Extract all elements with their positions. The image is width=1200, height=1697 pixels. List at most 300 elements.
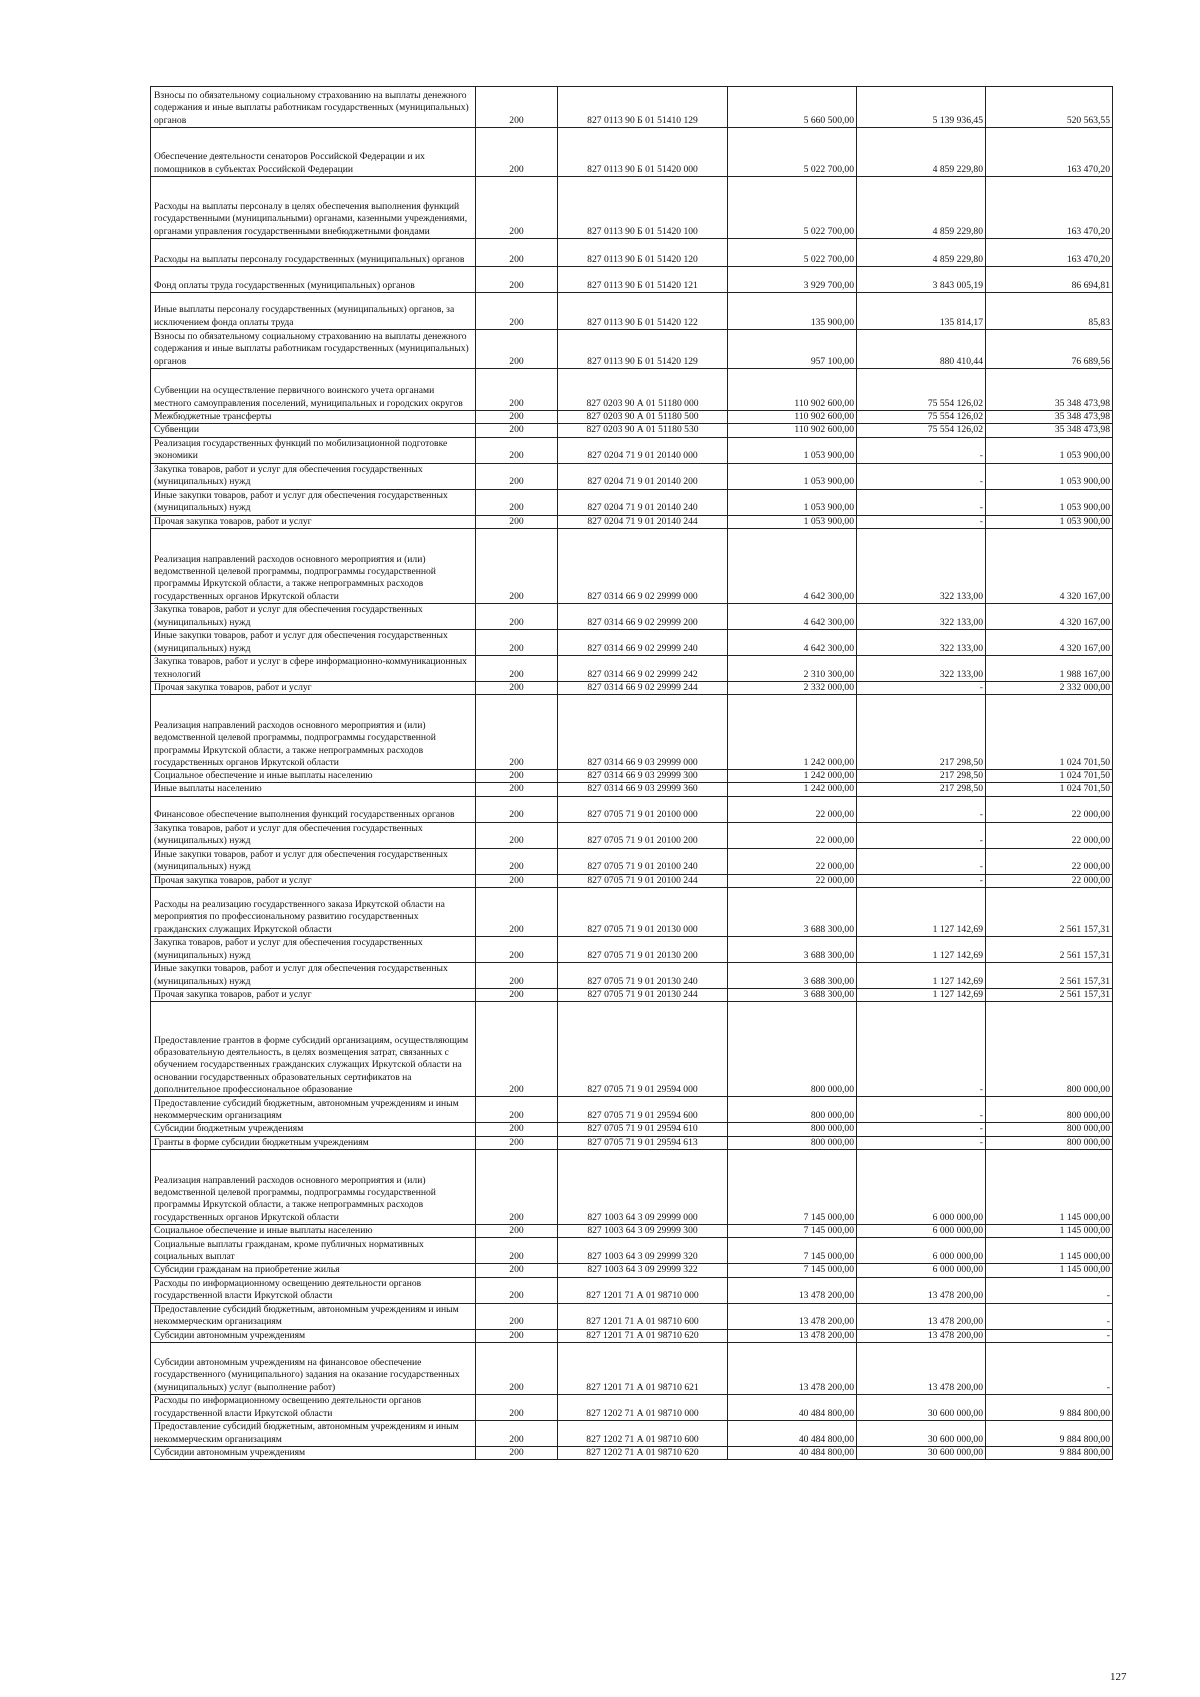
row-executed-amount: 322 133,00 xyxy=(857,603,986,629)
row-section-code: 200 xyxy=(476,1446,558,1459)
row-budget-code: 827 0113 90 Б 01 51420 122 xyxy=(558,293,728,330)
row-description: Закупка товаров, работ и услуг для обеспечения государственных (муниципальных) нужд xyxy=(151,822,476,848)
row-approved-amount: 1 053 900,00 xyxy=(728,463,857,489)
row-description: Иные закупки товаров, работ и услуг для обеспечения государственных (муниципальных) нужд xyxy=(151,963,476,989)
row-approved-amount: 40 484 800,00 xyxy=(728,1420,857,1446)
table-row xyxy=(151,1238,1113,1264)
row-budget-code: 827 0705 71 9 01 29594 610 xyxy=(558,1123,728,1136)
row-approved-amount: 7 145 000,00 xyxy=(728,1224,857,1237)
row-budget-code: 827 0705 71 9 01 20130 000 xyxy=(558,888,728,937)
row-section-code: 200 xyxy=(476,424,558,437)
row-executed-amount: 880 410,44 xyxy=(857,330,986,369)
row-section-code: 200 xyxy=(476,681,558,694)
table-row xyxy=(151,783,1113,796)
row-executed-amount: 75 554 126,02 xyxy=(857,411,986,424)
row-approved-amount: 135 900,00 xyxy=(728,293,857,330)
row-executed-amount: 30 600 000,00 xyxy=(857,1446,986,1459)
row-description: Взносы по обязательному социальному страхованию на выплаты денежного содержания и иные выплаты работникам государственных (муниципальных) органов xyxy=(151,87,476,128)
row-approved-amount: 4 642 300,00 xyxy=(728,528,857,603)
row-executed-amount: 4 859 229,80 xyxy=(857,239,986,267)
row-description: Социальные выплаты гражданам, кроме публичных нормативных социальных выплат xyxy=(151,1238,476,1264)
row-description: Гранты в форме субсидии бюджетным учреждениям xyxy=(151,1136,476,1149)
row-budget-code: 827 0314 66 9 02 29999 240 xyxy=(558,629,728,655)
table-row xyxy=(151,695,1113,770)
row-executed-amount: 13 478 200,00 xyxy=(857,1277,986,1303)
row-budget-code: 827 0113 90 Б 01 51420 120 xyxy=(558,239,728,267)
row-approved-amount: 957 100,00 xyxy=(728,330,857,369)
table-row xyxy=(151,937,1113,963)
row-section-code: 200 xyxy=(476,515,558,528)
table-row xyxy=(151,267,1113,293)
row-executed-amount: - xyxy=(857,822,986,848)
row-section-code: 200 xyxy=(476,629,558,655)
row-section-code: 200 xyxy=(476,822,558,848)
row-description: Расходы на реализацию государственного заказа Иркутской области на мероприятия по профессиональному развитию государственных гражданских служащих Иркутской области xyxy=(151,888,476,937)
row-remaining-amount: 1 053 900,00 xyxy=(986,489,1113,515)
row-description: Расходы по информационному освещению деятельности органов государственной власти Иркутской области xyxy=(151,1277,476,1303)
row-executed-amount: 1 127 142,69 xyxy=(857,937,986,963)
row-remaining-amount: 1 053 900,00 xyxy=(986,515,1113,528)
row-budget-code: 827 0113 90 Б 01 51410 129 xyxy=(558,87,728,128)
row-approved-amount: 3 688 300,00 xyxy=(728,963,857,989)
row-section-code: 200 xyxy=(476,87,558,128)
row-budget-code: 827 0314 66 9 02 29999 000 xyxy=(558,528,728,603)
table-row xyxy=(151,1342,1113,1394)
row-budget-code: 827 1003 64 3 09 29999 000 xyxy=(558,1149,728,1224)
row-budget-code: 827 1003 64 3 09 29999 300 xyxy=(558,1224,728,1237)
row-executed-amount: 1 127 142,69 xyxy=(857,989,986,1002)
row-description: Закупка товаров, работ и услуг для обеспечения государственных (муниципальных) нужд xyxy=(151,603,476,629)
row-approved-amount: 22 000,00 xyxy=(728,796,857,822)
row-section-code: 200 xyxy=(476,1420,558,1446)
row-executed-amount: 13 478 200,00 xyxy=(857,1329,986,1342)
table-row xyxy=(151,293,1113,330)
table-row xyxy=(151,1446,1113,1459)
row-executed-amount: - xyxy=(857,1002,986,1097)
row-section-code: 200 xyxy=(476,603,558,629)
expenditure-table-body xyxy=(151,87,1113,1460)
row-remaining-amount: 800 000,00 xyxy=(986,1097,1113,1123)
row-description: Субсидии автономным учреждениям xyxy=(151,1446,476,1459)
row-remaining-amount: 1 024 701,50 xyxy=(986,783,1113,796)
row-description: Закупка товаров, работ и услуг для обеспечения государственных (муниципальных) нужд xyxy=(151,463,476,489)
table-row xyxy=(151,515,1113,528)
row-remaining-amount: 1 145 000,00 xyxy=(986,1224,1113,1237)
row-approved-amount: 13 478 200,00 xyxy=(728,1329,857,1342)
row-description: Субсидии автономным учреждениям xyxy=(151,1329,476,1342)
row-section-code: 200 xyxy=(476,1224,558,1237)
row-description: Субсидии автономным учреждениям на финансовое обеспечение государственного (муниципального) задания на оказание государственных (муниципальных) услуг (выполнение работ) xyxy=(151,1342,476,1394)
row-remaining-amount: 1 024 701,50 xyxy=(986,770,1113,783)
row-approved-amount: 110 902 600,00 xyxy=(728,369,857,411)
row-budget-code: 827 0705 71 9 01 20130 200 xyxy=(558,937,728,963)
row-section-code: 200 xyxy=(476,267,558,293)
row-approved-amount: 22 000,00 xyxy=(728,848,857,874)
row-budget-code: 827 0705 71 9 01 20100 000 xyxy=(558,796,728,822)
row-remaining-amount: 86 694,81 xyxy=(986,267,1113,293)
row-remaining-amount: 800 000,00 xyxy=(986,1136,1113,1149)
row-remaining-amount: 9 884 800,00 xyxy=(986,1420,1113,1446)
table-row xyxy=(151,874,1113,887)
row-section-code: 200 xyxy=(476,963,558,989)
row-approved-amount: 110 902 600,00 xyxy=(728,411,857,424)
row-approved-amount: 7 145 000,00 xyxy=(728,1264,857,1277)
row-section-code: 200 xyxy=(476,1002,558,1097)
row-description: Прочая закупка товаров, работ и услуг xyxy=(151,515,476,528)
row-description: Иные закупки товаров, работ и услуг для обеспечения государственных (муниципальных) нужд xyxy=(151,848,476,874)
row-executed-amount: 3 843 005,19 xyxy=(857,267,986,293)
row-remaining-amount: 1 024 701,50 xyxy=(986,695,1113,770)
row-approved-amount: 3 688 300,00 xyxy=(728,937,857,963)
row-executed-amount: 6 000 000,00 xyxy=(857,1224,986,1237)
row-approved-amount: 800 000,00 xyxy=(728,1136,857,1149)
row-executed-amount: 135 814,17 xyxy=(857,293,986,330)
row-executed-amount: 30 600 000,00 xyxy=(857,1394,986,1420)
row-executed-amount: - xyxy=(857,463,986,489)
row-remaining-amount: - xyxy=(986,1303,1113,1329)
expenditure-table xyxy=(150,86,1113,1460)
row-description: Межбюджетные трансферты xyxy=(151,411,476,424)
row-remaining-amount: 1 145 000,00 xyxy=(986,1149,1113,1224)
row-executed-amount: 30 600 000,00 xyxy=(857,1420,986,1446)
row-budget-code: 827 0113 90 Б 01 51420 129 xyxy=(558,330,728,369)
row-budget-code: 827 0113 90 Б 01 51420 100 xyxy=(558,177,728,239)
row-section-code: 200 xyxy=(476,128,558,177)
row-budget-code: 827 0705 71 9 01 20100 200 xyxy=(558,822,728,848)
row-description: Прочая закупка товаров, работ и услуг xyxy=(151,989,476,1002)
row-executed-amount: 75 554 126,02 xyxy=(857,424,986,437)
row-remaining-amount: 4 320 167,00 xyxy=(986,629,1113,655)
row-approved-amount: 40 484 800,00 xyxy=(728,1394,857,1420)
row-approved-amount: 2 332 000,00 xyxy=(728,681,857,694)
row-section-code: 200 xyxy=(476,655,558,681)
row-remaining-amount: 4 320 167,00 xyxy=(986,603,1113,629)
table-row xyxy=(151,128,1113,177)
row-approved-amount: 800 000,00 xyxy=(728,1097,857,1123)
row-section-code: 200 xyxy=(476,1342,558,1394)
row-budget-code: 827 0203 90 А 01 51180 000 xyxy=(558,369,728,411)
row-approved-amount: 5 022 700,00 xyxy=(728,177,857,239)
row-executed-amount: 5 139 936,45 xyxy=(857,87,986,128)
row-section-code: 200 xyxy=(476,1136,558,1149)
row-remaining-amount: 1 145 000,00 xyxy=(986,1264,1113,1277)
row-section-code: 200 xyxy=(476,888,558,937)
row-approved-amount: 7 145 000,00 xyxy=(728,1238,857,1264)
row-description: Закупка товаров, работ и услуг для обеспечения государственных (муниципальных) нужд xyxy=(151,937,476,963)
row-budget-code: 827 0113 90 Б 01 51420 121 xyxy=(558,267,728,293)
row-remaining-amount: 76 689,56 xyxy=(986,330,1113,369)
row-description: Взносы по обязательному социальному страхованию на выплаты денежного содержания и иные выплаты работникам государственных (муниципальных) органов xyxy=(151,330,476,369)
row-budget-code: 827 0314 66 9 02 29999 244 xyxy=(558,681,728,694)
row-approved-amount: 1 053 900,00 xyxy=(728,489,857,515)
row-executed-amount: 6 000 000,00 xyxy=(857,1238,986,1264)
row-approved-amount: 13 478 200,00 xyxy=(728,1277,857,1303)
row-executed-amount: - xyxy=(857,681,986,694)
row-executed-amount: 217 298,50 xyxy=(857,770,986,783)
table-row xyxy=(151,411,1113,424)
row-remaining-amount: 22 000,00 xyxy=(986,874,1113,887)
row-description: Субвенции xyxy=(151,424,476,437)
row-budget-code: 827 0705 71 9 01 20130 244 xyxy=(558,989,728,1002)
row-description: Предоставление субсидий бюджетным, автономным учреждениям и иным некоммерческим организациям xyxy=(151,1420,476,1446)
row-section-code: 200 xyxy=(476,1394,558,1420)
row-executed-amount: 217 298,50 xyxy=(857,695,986,770)
table-row xyxy=(151,655,1113,681)
row-executed-amount: - xyxy=(857,874,986,887)
row-approved-amount: 4 642 300,00 xyxy=(728,603,857,629)
row-description: Иные выплаты населению xyxy=(151,783,476,796)
row-section-code: 200 xyxy=(476,874,558,887)
table-row xyxy=(151,629,1113,655)
row-executed-amount: 75 554 126,02 xyxy=(857,369,986,411)
row-description: Субсидии гражданам на приобретение жилья xyxy=(151,1264,476,1277)
row-section-code: 200 xyxy=(476,848,558,874)
row-budget-code: 827 0204 71 9 01 20140 244 xyxy=(558,515,728,528)
table-row xyxy=(151,603,1113,629)
row-approved-amount: 800 000,00 xyxy=(728,1123,857,1136)
row-approved-amount: 4 642 300,00 xyxy=(728,629,857,655)
row-remaining-amount: 35 348 473,98 xyxy=(986,369,1113,411)
table-row xyxy=(151,963,1113,989)
table-row xyxy=(151,1277,1113,1303)
table-row xyxy=(151,1097,1113,1123)
row-remaining-amount: - xyxy=(986,1277,1113,1303)
row-description: Реализация направлений расходов основного мероприятия и (или) ведомственной целевой программы, подпрограммы государственной программы Иркутской области, а также непрограммных расходов государственных органов Иркутской области xyxy=(151,528,476,603)
table-row xyxy=(151,437,1113,463)
row-section-code: 200 xyxy=(476,1264,558,1277)
row-budget-code: 827 0314 66 9 03 29999 000 xyxy=(558,695,728,770)
table-row xyxy=(151,1303,1113,1329)
row-budget-code: 827 1003 64 3 09 29999 322 xyxy=(558,1264,728,1277)
table-row xyxy=(151,528,1113,603)
row-budget-code: 827 0203 90 А 01 51180 530 xyxy=(558,424,728,437)
row-remaining-amount: - xyxy=(986,1342,1113,1394)
row-executed-amount: 6 000 000,00 xyxy=(857,1264,986,1277)
row-remaining-amount: 22 000,00 xyxy=(986,822,1113,848)
row-section-code: 200 xyxy=(476,437,558,463)
row-executed-amount: 4 859 229,80 xyxy=(857,177,986,239)
row-budget-code: 827 1201 71 А 01 98710 000 xyxy=(558,1277,728,1303)
row-executed-amount: 13 478 200,00 xyxy=(857,1342,986,1394)
row-executed-amount: - xyxy=(857,796,986,822)
row-section-code: 200 xyxy=(476,239,558,267)
row-section-code: 200 xyxy=(476,463,558,489)
row-approved-amount: 1 053 900,00 xyxy=(728,437,857,463)
row-remaining-amount: 4 320 167,00 xyxy=(986,528,1113,603)
row-description: Прочая закупка товаров, работ и услуг xyxy=(151,681,476,694)
row-approved-amount: 13 478 200,00 xyxy=(728,1303,857,1329)
row-approved-amount: 22 000,00 xyxy=(728,874,857,887)
row-remaining-amount: 163 470,20 xyxy=(986,239,1113,267)
row-description: Реализация направлений расходов основного мероприятия и (или) ведомственной целевой программы, подпрограммы государственной программы Иркутской области, а также непрограммных расходов государственных органов Иркутской области xyxy=(151,1149,476,1224)
row-executed-amount: 6 000 000,00 xyxy=(857,1149,986,1224)
row-executed-amount: 13 478 200,00 xyxy=(857,1303,986,1329)
table-row xyxy=(151,239,1113,267)
table-row xyxy=(151,1394,1113,1420)
row-budget-code: 827 0314 66 9 02 29999 200 xyxy=(558,603,728,629)
table-row xyxy=(151,424,1113,437)
table-row xyxy=(151,989,1113,1002)
row-remaining-amount: 800 000,00 xyxy=(986,1002,1113,1097)
row-executed-amount: 217 298,50 xyxy=(857,783,986,796)
row-remaining-amount: 2 561 157,31 xyxy=(986,963,1113,989)
table-row xyxy=(151,87,1113,128)
row-executed-amount: 322 133,00 xyxy=(857,655,986,681)
row-approved-amount: 5 022 700,00 xyxy=(728,239,857,267)
row-description: Предоставление субсидий бюджетным, автономным учреждениям и иным некоммерческим организациям xyxy=(151,1303,476,1329)
row-description: Субсидии бюджетным учреждениям xyxy=(151,1123,476,1136)
row-budget-code: 827 1201 71 А 01 98710 621 xyxy=(558,1342,728,1394)
table-row xyxy=(151,822,1113,848)
row-executed-amount: - xyxy=(857,1097,986,1123)
table-row xyxy=(151,177,1113,239)
row-approved-amount: 1 242 000,00 xyxy=(728,783,857,796)
row-budget-code: 827 0705 71 9 01 20130 240 xyxy=(558,963,728,989)
table-row xyxy=(151,796,1113,822)
row-section-code: 200 xyxy=(476,330,558,369)
row-budget-code: 827 0204 71 9 01 20140 240 xyxy=(558,489,728,515)
row-remaining-amount: 1 053 900,00 xyxy=(986,463,1113,489)
row-section-code: 200 xyxy=(476,1097,558,1123)
row-remaining-amount: 2 561 157,31 xyxy=(986,937,1113,963)
row-description: Предоставление субсидий бюджетным, автономным учреждениям и иным некоммерческим организациям xyxy=(151,1097,476,1123)
row-section-code: 200 xyxy=(476,1149,558,1224)
row-description: Обеспечение деятельности сенаторов Российской Федерации и их помощников в субъектах Российской Федерации xyxy=(151,128,476,177)
row-budget-code: 827 0705 71 9 01 29594 613 xyxy=(558,1136,728,1149)
table-row xyxy=(151,1420,1113,1446)
row-budget-code: 827 0705 71 9 01 20100 240 xyxy=(558,848,728,874)
row-remaining-amount: 9 884 800,00 xyxy=(986,1394,1113,1420)
row-remaining-amount: 2 332 000,00 xyxy=(986,681,1113,694)
row-budget-code: 827 0705 71 9 01 29594 000 xyxy=(558,1002,728,1097)
row-remaining-amount: 1 145 000,00 xyxy=(986,1238,1113,1264)
row-description: Субвенции на осуществление первичного воинского учета органами местного самоуправления поселений, муниципальных и городских округов xyxy=(151,369,476,411)
table-row xyxy=(151,1002,1113,1097)
row-remaining-amount: 2 561 157,31 xyxy=(986,989,1113,1002)
row-description: Финансовое обеспечение выполнения функций государственных органов xyxy=(151,796,476,822)
row-executed-amount: - xyxy=(857,515,986,528)
row-budget-code: 827 0113 90 Б 01 51420 000 xyxy=(558,128,728,177)
row-section-code: 200 xyxy=(476,1303,558,1329)
row-description: Расходы на выплаты персоналу государственных (муниципальных) органов xyxy=(151,239,476,267)
row-executed-amount: 1 127 142,69 xyxy=(857,963,986,989)
row-description: Расходы на выплаты персоналу в целях обеспечения выполнения функций государственными (муниципальными) органами, казенными учреждениями, органами управления государственными внебюджетными фондами xyxy=(151,177,476,239)
row-approved-amount: 22 000,00 xyxy=(728,822,857,848)
row-section-code: 200 xyxy=(476,177,558,239)
row-approved-amount: 7 145 000,00 xyxy=(728,1149,857,1224)
row-description: Предоставление грантов в форме субсидий организациям, осуществляющим образовательную деятельность, в целях возмещения затрат, связанных с обучением государственных гражданских служащих Иркутской области на основании государственных образовательных сертификатов на дополнительное профессиональное образование xyxy=(151,1002,476,1097)
row-approved-amount: 1 242 000,00 xyxy=(728,770,857,783)
row-remaining-amount: 35 348 473,98 xyxy=(986,424,1113,437)
row-description: Реализация государственных функций по мобилизационной подготовке экономики xyxy=(151,437,476,463)
row-section-code: 200 xyxy=(476,1329,558,1342)
table-row xyxy=(151,1123,1113,1136)
row-remaining-amount: 520 563,55 xyxy=(986,87,1113,128)
row-budget-code: 827 0314 66 9 03 29999 300 xyxy=(558,770,728,783)
row-section-code: 200 xyxy=(476,369,558,411)
row-section-code: 200 xyxy=(476,695,558,770)
row-approved-amount: 13 478 200,00 xyxy=(728,1342,857,1394)
table-row xyxy=(151,848,1113,874)
table-row xyxy=(151,489,1113,515)
row-description: Иные закупки товаров, работ и услуг для обеспечения государственных (муниципальных) нужд xyxy=(151,629,476,655)
row-approved-amount: 1 242 000,00 xyxy=(728,695,857,770)
row-description: Социальное обеспечение и иные выплаты населению xyxy=(151,1224,476,1237)
row-budget-code: 827 0204 71 9 01 20140 000 xyxy=(558,437,728,463)
row-section-code: 200 xyxy=(476,1277,558,1303)
table-row xyxy=(151,1329,1113,1342)
row-executed-amount: - xyxy=(857,1123,986,1136)
row-executed-amount: - xyxy=(857,1136,986,1149)
row-approved-amount: 40 484 800,00 xyxy=(728,1446,857,1459)
row-executed-amount: 1 127 142,69 xyxy=(857,888,986,937)
row-budget-code: 827 1202 71 А 01 98710 000 xyxy=(558,1394,728,1420)
row-remaining-amount: 1 988 167,00 xyxy=(986,655,1113,681)
row-executed-amount: - xyxy=(857,489,986,515)
row-description: Иные выплаты персоналу государственных (муниципальных) органов, за исключением фонда оплаты труда xyxy=(151,293,476,330)
table-row xyxy=(151,330,1113,369)
row-description: Прочая закупка товаров, работ и услуг xyxy=(151,874,476,887)
row-executed-amount: 4 859 229,80 xyxy=(857,128,986,177)
row-remaining-amount: 2 561 157,31 xyxy=(986,888,1113,937)
row-description: Фонд оплаты труда государственных (муниципальных) органов xyxy=(151,267,476,293)
row-remaining-amount: 35 348 473,98 xyxy=(986,411,1113,424)
row-section-code: 200 xyxy=(476,796,558,822)
row-approved-amount: 3 688 300,00 xyxy=(728,888,857,937)
row-remaining-amount: 9 884 800,00 xyxy=(986,1446,1113,1459)
row-remaining-amount: 800 000,00 xyxy=(986,1123,1113,1136)
row-executed-amount: 322 133,00 xyxy=(857,629,986,655)
row-section-code: 200 xyxy=(476,989,558,1002)
row-approved-amount: 3 929 700,00 xyxy=(728,267,857,293)
row-approved-amount: 2 310 300,00 xyxy=(728,655,857,681)
row-budget-code: 827 0705 71 9 01 29594 600 xyxy=(558,1097,728,1123)
row-remaining-amount: 163 470,20 xyxy=(986,177,1113,239)
row-remaining-amount: 22 000,00 xyxy=(986,796,1113,822)
page-number: 127 xyxy=(1110,1671,1127,1683)
row-description: Закупка товаров, работ и услуг в сфере информационно-коммуникационных технологий xyxy=(151,655,476,681)
row-section-code: 200 xyxy=(476,1238,558,1264)
row-remaining-amount: 85,83 xyxy=(986,293,1113,330)
row-approved-amount: 110 902 600,00 xyxy=(728,424,857,437)
row-executed-amount: - xyxy=(857,437,986,463)
table-row xyxy=(151,888,1113,937)
row-approved-amount: 5 022 700,00 xyxy=(728,128,857,177)
row-description: Расходы по информационному освещению деятельности органов государственной власти Иркутской области xyxy=(151,1394,476,1420)
row-approved-amount: 800 000,00 xyxy=(728,1002,857,1097)
row-executed-amount: - xyxy=(857,848,986,874)
row-description: Иные закупки товаров, работ и услуг для обеспечения государственных (муниципальных) нужд xyxy=(151,489,476,515)
row-executed-amount: 322 133,00 xyxy=(857,528,986,603)
row-budget-code: 827 1201 71 А 01 98710 600 xyxy=(558,1303,728,1329)
row-section-code: 200 xyxy=(476,293,558,330)
row-budget-code: 827 0204 71 9 01 20140 200 xyxy=(558,463,728,489)
row-budget-code: 827 1202 71 А 01 98710 600 xyxy=(558,1420,728,1446)
row-budget-code: 827 1003 64 3 09 29999 320 xyxy=(558,1238,728,1264)
row-description: Реализация направлений расходов основного мероприятия и (или) ведомственной целевой программы, подпрограммы государственной программы Иркутской области, а также непрограммных расходов государственных органов Иркутской области xyxy=(151,695,476,770)
row-budget-code: 827 0314 66 9 03 29999 360 xyxy=(558,783,728,796)
row-section-code: 200 xyxy=(476,937,558,963)
row-section-code: 200 xyxy=(476,489,558,515)
row-remaining-amount: - xyxy=(986,1329,1113,1342)
table-row xyxy=(151,770,1113,783)
table-row xyxy=(151,1136,1113,1149)
row-remaining-amount: 163 470,20 xyxy=(986,128,1113,177)
row-budget-code: 827 1201 71 А 01 98710 620 xyxy=(558,1329,728,1342)
row-section-code: 200 xyxy=(476,783,558,796)
table-row xyxy=(151,1149,1113,1224)
row-section-code: 200 xyxy=(476,1123,558,1136)
